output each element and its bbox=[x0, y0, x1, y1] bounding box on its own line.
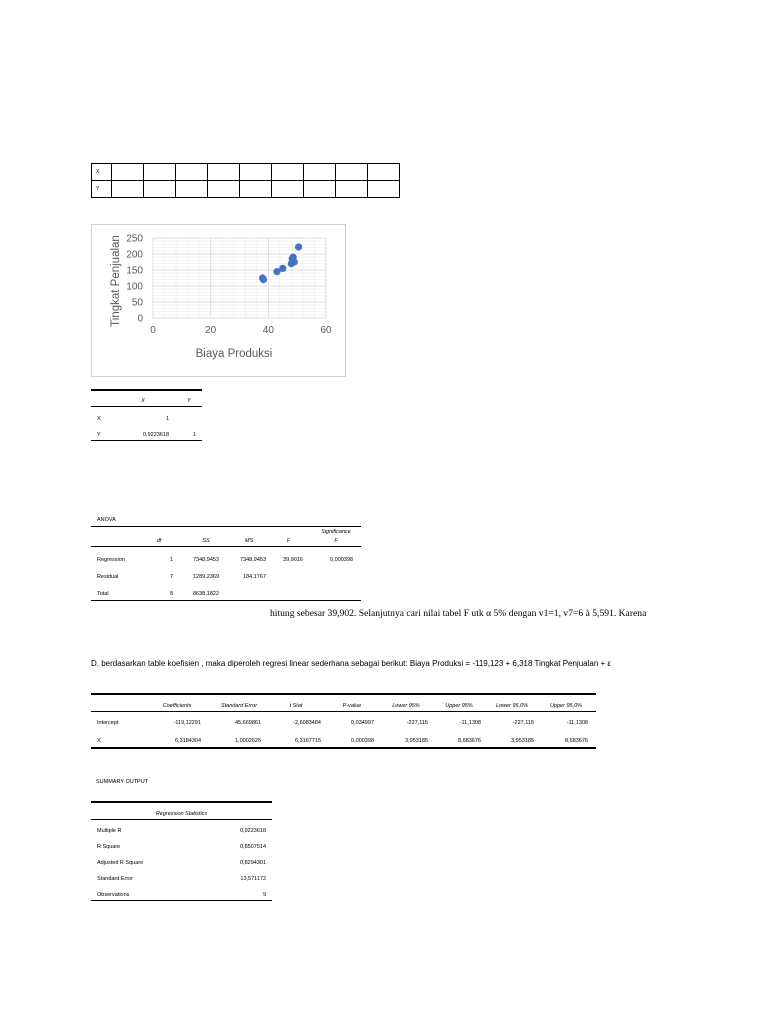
anova-header-significance: Significance bbox=[321, 529, 351, 535]
xy-row-label: X bbox=[92, 164, 112, 181]
xy-cell bbox=[272, 181, 304, 198]
y-tick-label: 200 bbox=[126, 249, 143, 261]
table-header-rule bbox=[91, 406, 202, 407]
corr-value: 1 bbox=[192, 432, 196, 438]
xy-cell bbox=[240, 181, 272, 198]
xy-cell bbox=[272, 164, 304, 181]
coef-value: 8,683676 bbox=[458, 738, 481, 744]
xy-cell bbox=[304, 181, 336, 198]
coef-value: -227,115 bbox=[512, 720, 534, 726]
coef-value: 0,034997 bbox=[351, 720, 374, 726]
coef-value: 3,953185 bbox=[511, 738, 534, 744]
f-test-paragraph: hitung sebesar 39,902. Selanjutnya cari nilai tabel F utk α 5% dengan v1=1, v7=6 à 5,591. Karena bbox=[270, 608, 647, 619]
scatter-chart-svg bbox=[92, 225, 345, 376]
xy-cell bbox=[112, 181, 144, 198]
xy-cell bbox=[112, 164, 144, 181]
corr-row-label: X bbox=[97, 416, 101, 422]
coef-value: 6,3184304 bbox=[175, 738, 201, 744]
table-header-rule bbox=[91, 819, 272, 820]
xy-cell bbox=[208, 181, 240, 198]
table-top-rule bbox=[91, 693, 596, 695]
coef-row-label: X bbox=[97, 738, 101, 744]
table-bottom-rule bbox=[91, 747, 596, 749]
xy-cell bbox=[144, 164, 176, 181]
anova-table bbox=[91, 517, 361, 603]
xy-cell bbox=[240, 164, 272, 181]
xy-cell bbox=[304, 164, 336, 181]
stat-label: Adjusted R Square bbox=[97, 860, 144, 866]
table-header-rule bbox=[91, 546, 361, 547]
coef-value: 45,669861 bbox=[235, 720, 261, 726]
regression-statistics-table bbox=[91, 801, 272, 901]
coef-value: -119,12291 bbox=[173, 720, 201, 726]
xy-cell bbox=[176, 181, 208, 198]
anova-df: 7 bbox=[169, 574, 173, 580]
coef-header: Lower 95% bbox=[392, 703, 420, 709]
anova-sig: 0,000398 bbox=[330, 557, 353, 563]
corr-value: 1 bbox=[165, 416, 169, 422]
y-tick-label: 100 bbox=[126, 281, 143, 293]
anova-df: 1 bbox=[169, 557, 173, 563]
xy-row-x bbox=[92, 164, 400, 181]
x-tick-label: 60 bbox=[320, 325, 332, 336]
anova-header-ss: SS bbox=[202, 538, 210, 544]
anova-row-label: Residual bbox=[97, 574, 119, 580]
summary-output-title: SUMMARY OUTPUT bbox=[96, 779, 149, 785]
anova-title: ANOVA bbox=[97, 517, 116, 523]
table-bottom-rule bbox=[91, 440, 202, 441]
anova-ms: 7348,9453 bbox=[240, 557, 266, 563]
table-header-rule bbox=[91, 711, 596, 712]
stat-label: Multiple R bbox=[97, 828, 122, 834]
xy-row-y bbox=[92, 181, 400, 198]
scatter-point bbox=[279, 265, 286, 272]
anova-header-ms: MS bbox=[244, 538, 254, 544]
stat-label: Observations bbox=[97, 892, 130, 898]
y-tick-label: 250 bbox=[126, 233, 143, 245]
coef-value: -2,6083484 bbox=[293, 720, 321, 726]
scatter-chart bbox=[91, 224, 346, 377]
stat-value: 0,9223618 bbox=[240, 828, 266, 834]
table-bottom-rule bbox=[91, 600, 361, 601]
coef-value: 1,0002626 bbox=[235, 738, 261, 744]
corr-header-y: Y bbox=[187, 398, 191, 404]
coef-value: -227,115 bbox=[406, 720, 428, 726]
coef-row-label: Intercept bbox=[97, 720, 119, 726]
xy-cell bbox=[368, 181, 400, 198]
xy-cell bbox=[336, 181, 368, 198]
anova-header-significance-f: F bbox=[334, 538, 338, 544]
corr-header-x: X bbox=[141, 398, 145, 404]
xy-cell bbox=[176, 164, 208, 181]
anova-ss: 7348,9453 bbox=[193, 557, 219, 563]
xy-row-label: Y bbox=[92, 181, 112, 198]
anova-ss: 8638,1822 bbox=[193, 591, 219, 597]
x-tick-label: 0 bbox=[150, 325, 156, 336]
y-tick-label: 0 bbox=[137, 313, 143, 325]
anova-df: 8 bbox=[169, 591, 173, 597]
y-tick-label: 150 bbox=[126, 265, 143, 277]
corr-value: 0,9223618 bbox=[143, 432, 169, 438]
coefficients-table bbox=[91, 693, 596, 749]
coef-header: Upper 95,0% bbox=[549, 703, 583, 709]
stat-value: 13,571172 bbox=[240, 876, 266, 882]
coef-value: 3,953185 bbox=[405, 738, 428, 744]
xy-data-table bbox=[91, 163, 400, 198]
coef-value: 0,000398 bbox=[351, 738, 374, 744]
coef-header: t Stat bbox=[289, 703, 303, 709]
anova-row-label: Total bbox=[97, 591, 109, 597]
coef-header: Upper 95% bbox=[445, 703, 473, 709]
coef-header: Coefficients bbox=[162, 703, 192, 709]
table-top-rule bbox=[91, 389, 202, 391]
x-tick-label: 40 bbox=[262, 325, 274, 336]
xy-cell bbox=[336, 164, 368, 181]
coef-value: -11,1308 bbox=[459, 720, 481, 726]
stat-label: R Square bbox=[97, 844, 121, 850]
xy-cell bbox=[208, 164, 240, 181]
regression-sentence: D. berdasarkan table koefisien , maka diperoleh regresi linear sederhana sebagai berikut: Biaya Produksi = -119,123 + 6,318 Tingkat Penjualan + ε bbox=[91, 659, 611, 668]
table-bottom-rule bbox=[91, 900, 272, 901]
anova-row-label: Regression bbox=[97, 557, 125, 563]
anova-header-df: df bbox=[156, 538, 162, 544]
x-axis-title: Biaya Produksi bbox=[195, 348, 273, 360]
coef-header: Standard Error bbox=[220, 703, 258, 709]
chart-points bbox=[259, 243, 302, 283]
stat-value: 0,8507514 bbox=[240, 844, 266, 850]
anova-ss: 1289,2369 bbox=[193, 574, 219, 580]
stat-value: 0,8294301 bbox=[240, 860, 266, 866]
xy-cell bbox=[144, 181, 176, 198]
anova-ms: 184,1767 bbox=[243, 574, 266, 580]
corr-row-label: Y bbox=[97, 432, 101, 438]
regression-statistics-title: Regression Statistics bbox=[155, 811, 208, 817]
anova-header-f: F bbox=[286, 538, 291, 544]
stat-label: Standard Error bbox=[97, 876, 134, 882]
coef-value: 6,3167715 bbox=[295, 738, 321, 744]
y-axis-title: Tingkat Penjualan bbox=[110, 235, 122, 327]
y-tick-label: 50 bbox=[131, 297, 143, 309]
table-top-rule bbox=[91, 526, 361, 527]
table-top-rule bbox=[91, 801, 272, 803]
xy-cell bbox=[368, 164, 400, 181]
coef-header: Lower 95,0% bbox=[495, 703, 529, 709]
scatter-point bbox=[295, 243, 302, 250]
coef-value: -11,1308 bbox=[566, 720, 588, 726]
scatter-point bbox=[260, 276, 267, 283]
correlation-table bbox=[91, 389, 202, 443]
anova-f: 39,9016 bbox=[283, 557, 303, 563]
stat-value: 9 bbox=[262, 892, 266, 898]
coef-header: P-value bbox=[342, 703, 362, 709]
x-tick-label: 20 bbox=[205, 325, 217, 336]
coef-value: 8,683676 bbox=[565, 738, 588, 744]
scatter-point bbox=[291, 258, 298, 265]
